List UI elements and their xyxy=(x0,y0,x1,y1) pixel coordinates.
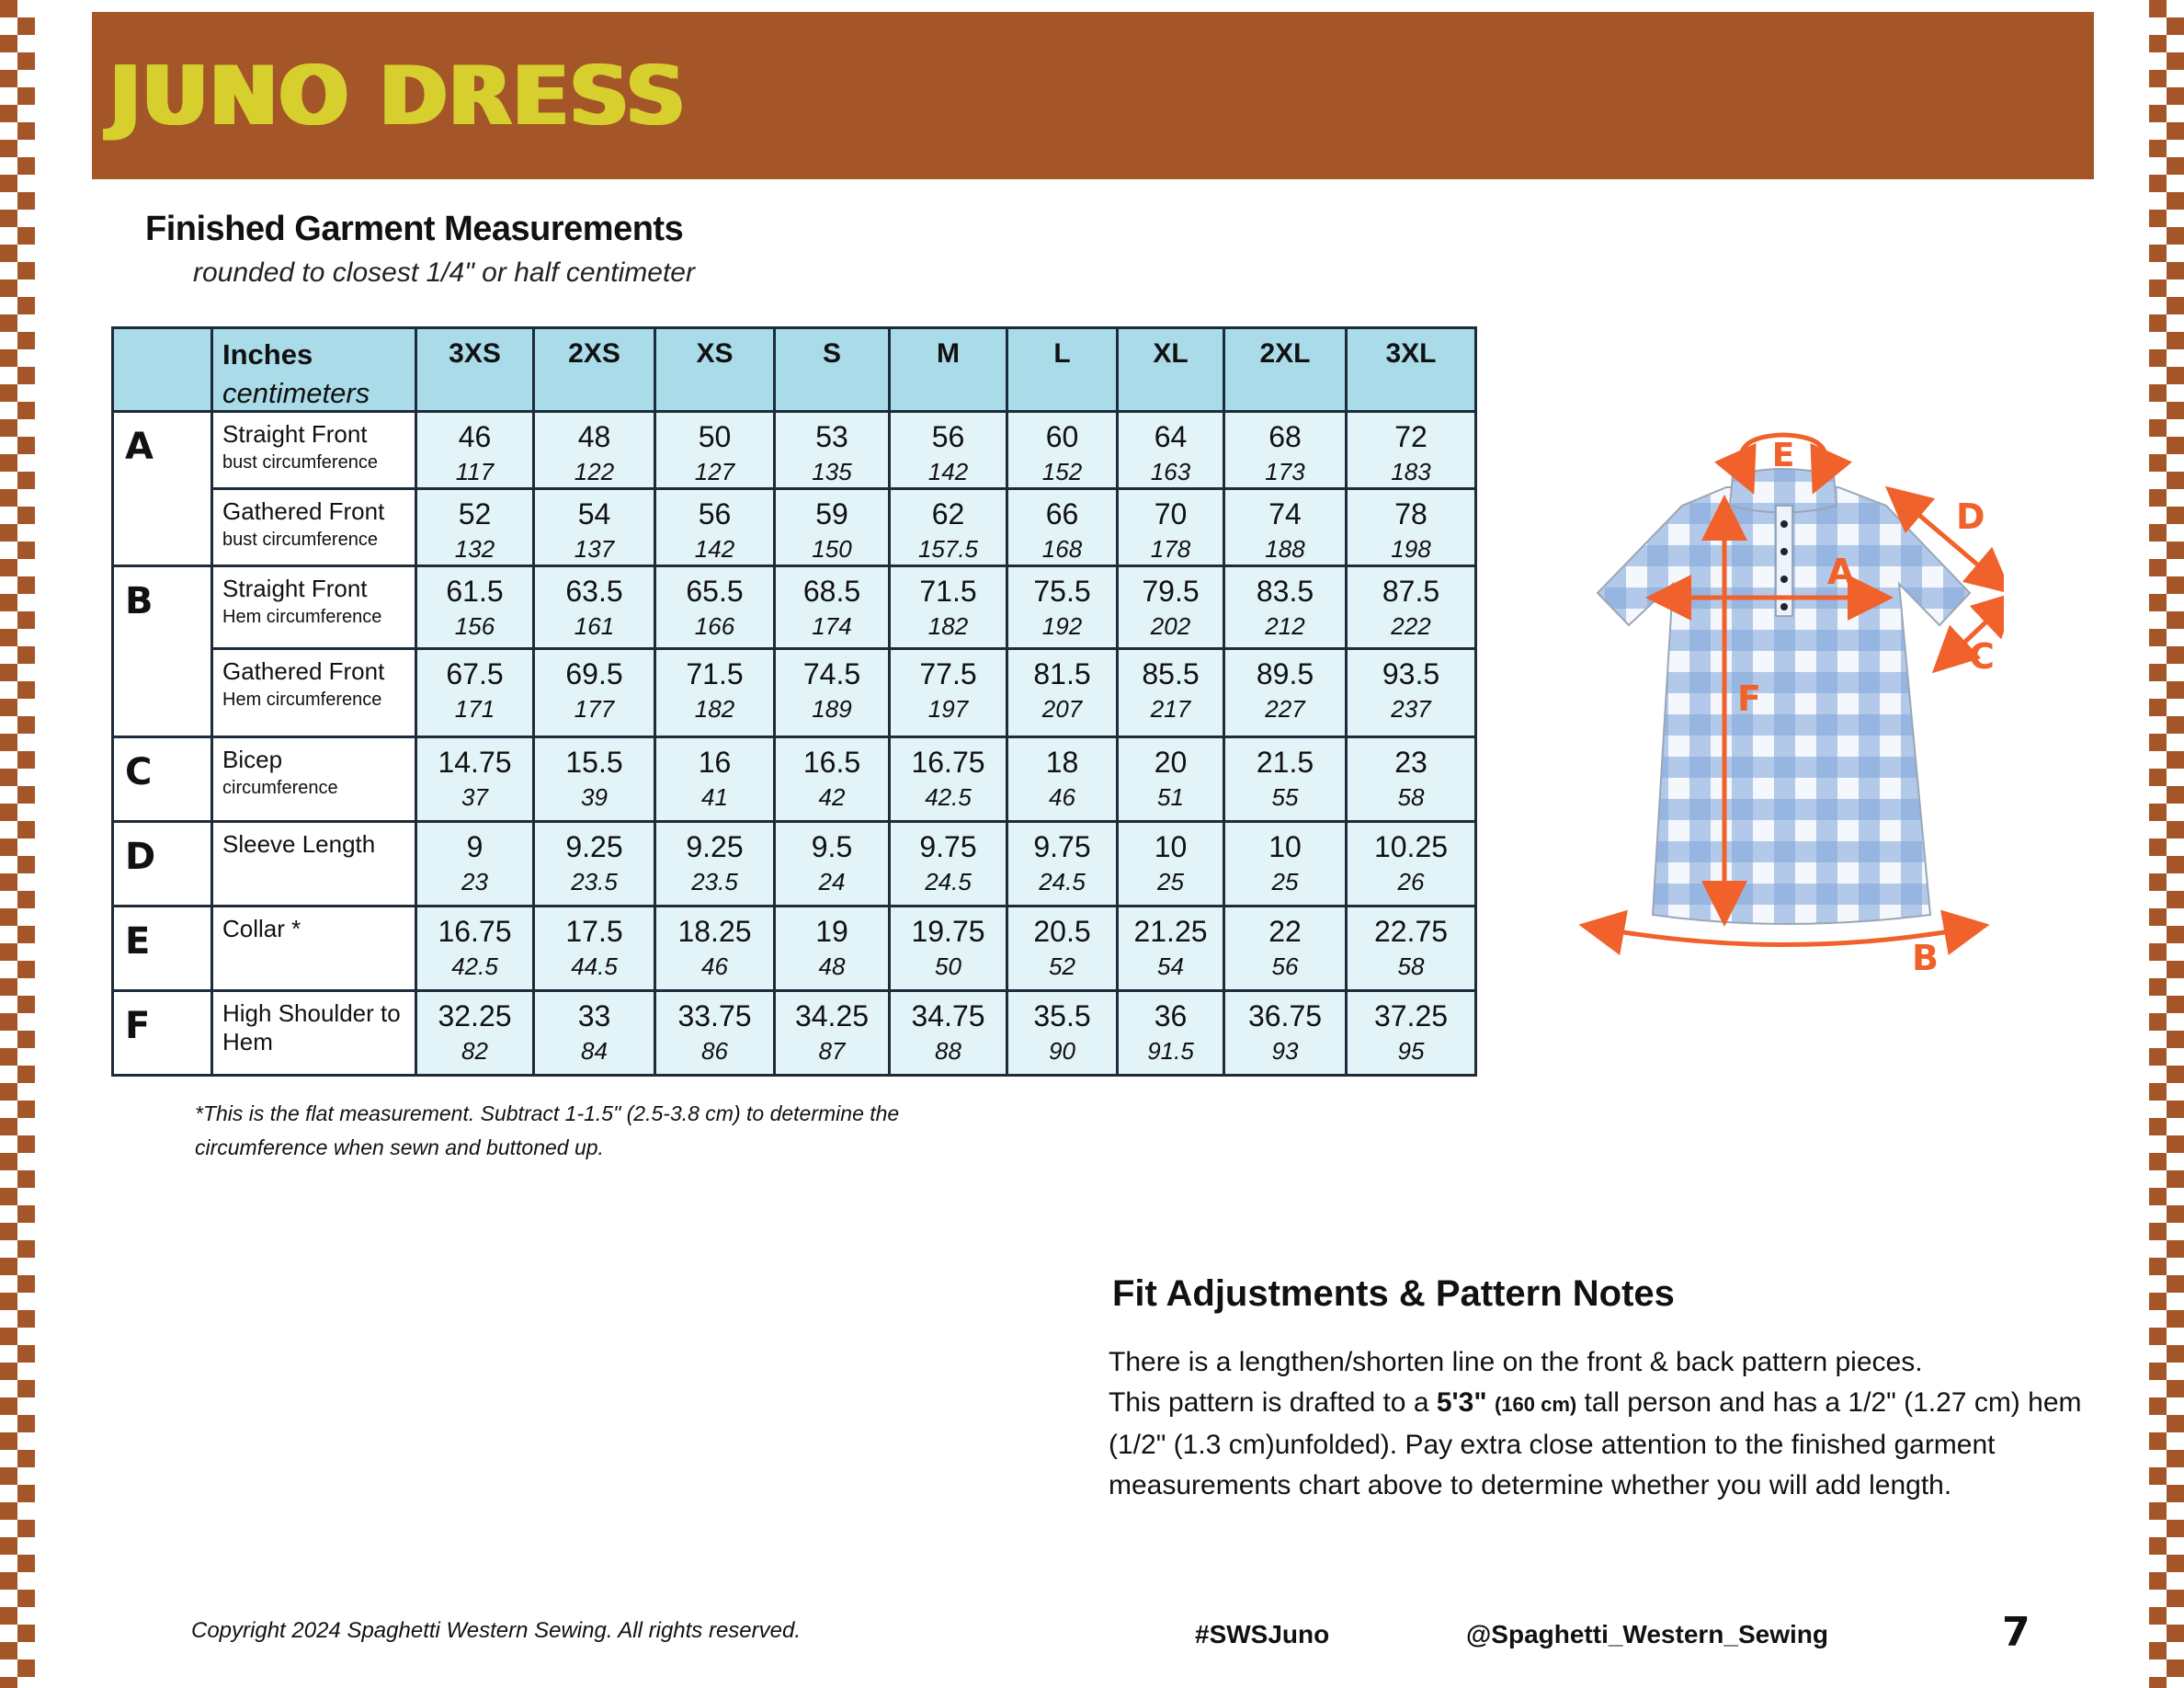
table-row xyxy=(113,991,1476,1076)
value-centimeters: 23.5 xyxy=(571,868,618,895)
measurement-cell xyxy=(1007,649,1118,737)
measurement-cell xyxy=(655,907,775,991)
value-centimeters: 207 xyxy=(1041,695,1083,723)
value-centimeters: 91.5 xyxy=(1147,1037,1194,1065)
value-centimeters: 198 xyxy=(1391,535,1431,563)
value-inches: 67.5 xyxy=(446,657,504,690)
value-centimeters: 95 xyxy=(1397,1037,1425,1065)
value-centimeters: 26 xyxy=(1397,868,1425,895)
value-centimeters: 56 xyxy=(1271,952,1299,980)
value-centimeters: 42.5 xyxy=(925,783,972,811)
measurement-letter: E xyxy=(113,907,212,991)
label-b: B xyxy=(1912,938,1939,978)
value-centimeters: 212 xyxy=(1265,612,1305,640)
measurement-cell xyxy=(1224,822,1347,907)
value-centimeters: 82 xyxy=(461,1037,488,1065)
measurement-cell xyxy=(1347,566,1476,649)
table-row xyxy=(113,737,1476,822)
measurement-cell xyxy=(655,566,775,649)
measurement-type: bust circumference xyxy=(222,530,378,550)
measurement-label xyxy=(212,991,416,1076)
measurement-cell xyxy=(655,412,775,489)
measurement-cell xyxy=(1118,991,1224,1076)
measurement-label xyxy=(212,412,416,489)
label-c: C xyxy=(1969,636,1995,677)
measurement-cell xyxy=(534,489,655,566)
value-centimeters: 88 xyxy=(935,1037,961,1065)
value-inches: 74.5 xyxy=(802,657,861,690)
value-centimeters: 46 xyxy=(1049,783,1075,811)
social-handle: @Spaghetti_Western_Sewing xyxy=(1466,1620,1828,1648)
value-inches: 85.5 xyxy=(1142,657,1200,690)
value-inches: 34.25 xyxy=(794,999,870,1032)
value-inches: 18 xyxy=(1045,746,1079,779)
measurement-cell xyxy=(1224,649,1347,737)
measurement-cell xyxy=(890,822,1007,907)
fit-note-line-1: There is a lengthen/shorten line on the front & back pattern pieces. xyxy=(1109,1347,1923,1377)
value-inches: 9.25 xyxy=(565,830,623,863)
value-inches: 20 xyxy=(1154,746,1188,779)
fit-notes-title: Fit Adjustments & Pattern Notes xyxy=(1112,1273,1675,1314)
measurement-cell xyxy=(534,566,655,649)
value-inches: 10.25 xyxy=(1373,830,1449,863)
table-header-row xyxy=(113,328,1476,412)
value-centimeters: 227 xyxy=(1265,695,1305,723)
value-centimeters: 217 xyxy=(1150,695,1191,723)
size-header: S xyxy=(775,328,890,412)
size-header: XS xyxy=(655,328,775,412)
label-a: A xyxy=(1827,552,1855,592)
measurement-cell xyxy=(1118,412,1224,489)
value-inches: 71.5 xyxy=(919,575,977,608)
page-title: JUNO DRESS xyxy=(110,49,688,143)
value-centimeters: 174 xyxy=(812,612,852,640)
value-inches: 9 xyxy=(466,830,483,863)
value-centimeters: 163 xyxy=(1150,458,1191,485)
value-inches: 9.25 xyxy=(686,830,744,863)
measurement-cell xyxy=(416,489,534,566)
value-centimeters: 168 xyxy=(1041,535,1083,563)
value-inches: 15.5 xyxy=(565,746,623,779)
value-inches: 71.5 xyxy=(686,657,744,690)
value-inches: 32.25 xyxy=(438,999,512,1032)
measurement-letter: F xyxy=(113,991,212,1076)
value-centimeters: 237 xyxy=(1391,695,1431,723)
value-centimeters: 202 xyxy=(1150,612,1191,640)
dress-diagram xyxy=(1563,418,2004,988)
value-inches: 16.75 xyxy=(438,915,512,948)
measurement-label xyxy=(212,566,416,649)
value-inches: 65.5 xyxy=(686,575,744,608)
measurement-label xyxy=(212,907,416,991)
value-centimeters: 178 xyxy=(1150,535,1191,563)
measurement-label xyxy=(212,822,416,907)
measurement-name: Bicep xyxy=(222,746,283,773)
value-inches: 77.5 xyxy=(919,657,977,690)
value-inches: 36 xyxy=(1154,999,1188,1032)
label-d: D xyxy=(1956,496,1985,537)
value-inches: 37.25 xyxy=(1373,999,1449,1032)
measurement-cell xyxy=(534,412,655,489)
table-row xyxy=(113,907,1476,991)
value-centimeters: 137 xyxy=(574,535,615,563)
height-imperial: 5'3" xyxy=(1436,1387,1487,1418)
measurement-cell xyxy=(655,737,775,822)
value-centimeters: 87 xyxy=(818,1037,846,1065)
value-centimeters: 42.5 xyxy=(451,952,498,980)
measurement-cell xyxy=(775,822,890,907)
measurement-cell xyxy=(655,822,775,907)
measurement-name: Gathered Front xyxy=(222,657,385,685)
measurement-cell xyxy=(890,991,1007,1076)
measurement-cell xyxy=(534,907,655,991)
value-inches: 34.75 xyxy=(911,999,985,1032)
page-number: 7 xyxy=(2002,1609,2030,1656)
value-inches: 79.5 xyxy=(1142,575,1200,608)
measurement-cell xyxy=(1118,566,1224,649)
value-centimeters: 52 xyxy=(1049,952,1075,980)
value-inches: 18.25 xyxy=(677,915,752,948)
value-inches: 16.75 xyxy=(911,746,985,779)
value-inches: 21.5 xyxy=(1256,746,1314,779)
measurement-letter: C xyxy=(113,737,212,822)
value-inches: 66 xyxy=(1045,497,1079,530)
value-inches: 75.5 xyxy=(1033,575,1091,608)
header-inches: Inches xyxy=(222,338,313,371)
value-inches: 56 xyxy=(698,497,732,530)
value-inches: 68 xyxy=(1268,420,1302,453)
value-centimeters: 188 xyxy=(1265,535,1305,563)
measurement-cell xyxy=(1347,737,1476,822)
value-inches: 22 xyxy=(1268,915,1302,948)
measurement-cell xyxy=(416,412,534,489)
measurement-cell xyxy=(1118,907,1224,991)
value-inches: 56 xyxy=(931,420,965,453)
measurement-cell xyxy=(775,566,890,649)
measurement-label xyxy=(212,649,416,737)
measurement-cell xyxy=(1347,822,1476,907)
value-inches: 54 xyxy=(577,497,611,530)
value-inches: 53 xyxy=(815,420,848,453)
value-inches: 87.5 xyxy=(1382,575,1440,608)
value-centimeters: 55 xyxy=(1271,783,1299,811)
value-inches: 81.5 xyxy=(1033,657,1091,690)
measurement-cell xyxy=(775,649,890,737)
value-centimeters: 152 xyxy=(1041,458,1083,485)
header-units xyxy=(212,328,416,412)
measurement-cell xyxy=(534,649,655,737)
value-centimeters: 44.5 xyxy=(571,952,618,980)
value-centimeters: 23 xyxy=(461,868,488,895)
value-inches: 83.5 xyxy=(1256,575,1314,608)
value-centimeters: 182 xyxy=(927,612,969,640)
measurement-cell xyxy=(1118,737,1224,822)
measurement-cell xyxy=(1118,649,1224,737)
value-inches: 52 xyxy=(458,497,492,530)
value-centimeters: 86 xyxy=(701,1037,728,1065)
value-inches: 23 xyxy=(1394,746,1428,779)
measurement-cell xyxy=(775,737,890,822)
title-banner xyxy=(92,12,2094,179)
fit-note-text: This pattern is drafted to a xyxy=(1109,1387,1437,1418)
value-inches: 10 xyxy=(1268,830,1302,863)
copyright-text: Copyright 2024 Spaghetti Western Sewing. All rights reserved. xyxy=(191,1618,802,1643)
table-row xyxy=(113,566,1476,649)
value-centimeters: 37 xyxy=(461,783,488,811)
value-centimeters: 41 xyxy=(701,783,728,811)
value-inches: 74 xyxy=(1268,497,1302,530)
value-centimeters: 192 xyxy=(1041,612,1083,640)
measurement-cell xyxy=(1007,991,1118,1076)
measurement-cell xyxy=(1347,489,1476,566)
value-inches: 20.5 xyxy=(1033,915,1091,948)
hashtag: #SWSJuno xyxy=(1195,1620,1330,1648)
value-inches: 10 xyxy=(1154,830,1188,863)
value-centimeters: 156 xyxy=(454,612,495,640)
value-centimeters: 222 xyxy=(1391,612,1431,640)
measurement-cell xyxy=(1347,412,1476,489)
value-inches: 93.5 xyxy=(1382,657,1440,690)
measurement-name: High Shoulder to Hem xyxy=(222,999,401,1055)
measurement-name: Straight Front xyxy=(222,420,368,448)
value-centimeters: 189 xyxy=(812,695,852,723)
fit-note-paragraph xyxy=(1109,1383,2101,1506)
value-inches: 60 xyxy=(1045,420,1079,453)
value-inches: 46 xyxy=(458,420,492,453)
value-centimeters: 197 xyxy=(927,695,969,723)
fit-note-text: tall person and has a 1/2" (1.27 cm) hem (1/2" (1.3 cm)unfolded). Pay extra close attention to the finished garment measurements chart above to determine whether you will add length. xyxy=(1109,1387,2082,1500)
value-inches: 9.75 xyxy=(1033,830,1091,863)
value-inches: 33.75 xyxy=(677,999,752,1032)
value-inches: 68.5 xyxy=(802,575,861,608)
collar-footnote: *This is the flat measurement. Subtract 1-1.5" (2.5-3.8 cm) to determine the circumference when sewn and buttoned up. xyxy=(195,1101,900,1159)
measurement-name: Gathered Front xyxy=(222,497,385,525)
value-centimeters: 183 xyxy=(1391,458,1431,485)
measurement-type: bust circumference xyxy=(222,452,378,473)
measurement-cell xyxy=(534,737,655,822)
measurement-cell xyxy=(534,991,655,1076)
measurement-letter: D xyxy=(113,822,212,907)
value-centimeters: 171 xyxy=(454,695,495,723)
value-centimeters: 46 xyxy=(701,952,728,980)
button xyxy=(1780,520,1788,528)
measurement-name: Sleeve Length xyxy=(222,830,376,858)
measurement-cell xyxy=(416,737,534,822)
value-centimeters: 42 xyxy=(818,783,846,811)
measurement-table xyxy=(111,326,1477,1077)
measurement-cell xyxy=(1347,991,1476,1076)
header-centimeters: centimeters xyxy=(222,377,370,409)
label-e: E xyxy=(1771,437,1795,474)
value-inches: 22.75 xyxy=(1373,915,1449,948)
measurement-cell xyxy=(890,907,1007,991)
measurement-cell xyxy=(534,822,655,907)
value-inches: 89.5 xyxy=(1256,657,1314,690)
value-inches: 9.75 xyxy=(919,830,977,863)
measurement-cell xyxy=(1007,822,1118,907)
value-centimeters: 150 xyxy=(812,535,852,563)
measurement-cell xyxy=(655,649,775,737)
measurement-cell xyxy=(416,566,534,649)
table-row xyxy=(113,489,1476,566)
measurement-cell xyxy=(1007,566,1118,649)
measurement-letter: A xyxy=(113,412,212,566)
value-inches: 14.75 xyxy=(438,746,512,779)
table-body xyxy=(113,412,1476,1076)
value-inches: 64 xyxy=(1154,420,1188,453)
header-corner xyxy=(113,328,212,412)
measurement-cell xyxy=(1118,489,1224,566)
measurement-cell xyxy=(775,991,890,1076)
value-centimeters: 58 xyxy=(1397,783,1425,811)
checkered-border-right xyxy=(2149,0,2184,1688)
measurement-label xyxy=(212,489,416,566)
value-centimeters: 135 xyxy=(812,458,852,485)
value-inches: 19 xyxy=(815,915,848,948)
value-inches: 36.75 xyxy=(1247,999,1323,1032)
value-centimeters: 24.5 xyxy=(925,868,972,895)
measurement-cell xyxy=(1007,737,1118,822)
measurement-type: Hem circumference xyxy=(222,607,382,627)
size-header: 2XL xyxy=(1224,328,1347,412)
value-inches: 62 xyxy=(931,497,965,530)
measurement-type: circumference xyxy=(222,778,338,798)
section-subtitle: rounded to closest 1/4" or half centimeter xyxy=(193,257,695,288)
measurement-cell xyxy=(416,907,534,991)
measurement-cell xyxy=(416,991,534,1076)
measurement-type: Hem circumference xyxy=(222,690,382,710)
table-row xyxy=(113,412,1476,489)
measurement-cell xyxy=(890,649,1007,737)
measurement-cell xyxy=(1224,566,1347,649)
value-inches: 78 xyxy=(1394,497,1428,530)
size-header: M xyxy=(890,328,1007,412)
size-header: XL xyxy=(1118,328,1224,412)
value-centimeters: 182 xyxy=(694,695,735,723)
value-inches: 35.5 xyxy=(1033,999,1091,1032)
size-header: 3XL xyxy=(1347,328,1476,412)
measurement-letter: B xyxy=(113,566,212,737)
value-centimeters: 25 xyxy=(1157,868,1184,895)
value-inches: 72 xyxy=(1394,420,1428,453)
measurement-cell xyxy=(1007,412,1118,489)
measurement-cell xyxy=(775,412,890,489)
measurement-cell xyxy=(890,412,1007,489)
value-centimeters: 157.5 xyxy=(917,535,979,563)
value-centimeters: 142 xyxy=(927,458,969,485)
value-inches: 50 xyxy=(698,420,732,453)
value-centimeters: 24 xyxy=(818,868,846,895)
measurement-cell xyxy=(1347,649,1476,737)
section-title: Finished Garment Measurements xyxy=(145,210,684,248)
value-centimeters: 23.5 xyxy=(691,868,738,895)
value-inches: 70 xyxy=(1154,497,1188,530)
measurement-cell xyxy=(655,489,775,566)
measurement-cell xyxy=(416,822,534,907)
value-centimeters: 132 xyxy=(454,535,495,563)
value-centimeters: 58 xyxy=(1397,952,1425,980)
value-centimeters: 173 xyxy=(1265,458,1305,485)
value-centimeters: 84 xyxy=(581,1037,608,1065)
value-inches: 19.75 xyxy=(911,915,985,948)
size-header: 3XS xyxy=(416,328,534,412)
button xyxy=(1780,548,1788,555)
measurement-cell xyxy=(890,737,1007,822)
button xyxy=(1780,603,1788,610)
measurement-label xyxy=(212,737,416,822)
value-inches: 17.5 xyxy=(565,915,623,948)
table-row xyxy=(113,822,1476,907)
value-centimeters: 90 xyxy=(1049,1037,1075,1065)
checkered-border-left xyxy=(0,0,35,1688)
measurement-cell xyxy=(1224,991,1347,1076)
label-f: F xyxy=(1737,679,1761,719)
measurement-cell xyxy=(1224,737,1347,822)
value-inches: 16.5 xyxy=(802,746,861,779)
measurement-cell xyxy=(890,489,1007,566)
measurement-name: Straight Front xyxy=(222,575,368,602)
measurement-cell xyxy=(890,566,1007,649)
value-centimeters: 166 xyxy=(694,612,735,640)
measurement-cell xyxy=(1007,489,1118,566)
value-centimeters: 127 xyxy=(694,458,735,485)
value-centimeters: 25 xyxy=(1271,868,1299,895)
value-centimeters: 122 xyxy=(574,458,615,485)
value-inches: 48 xyxy=(577,420,611,453)
value-inches: 33 xyxy=(577,999,611,1032)
value-inches: 63.5 xyxy=(565,575,623,608)
measurement-cell xyxy=(1224,489,1347,566)
size-header: 2XS xyxy=(534,328,655,412)
table-row xyxy=(113,649,1476,737)
value-inches: 9.5 xyxy=(811,830,853,863)
value-centimeters: 48 xyxy=(818,952,846,980)
measurement-cell xyxy=(416,649,534,737)
measurement-cell xyxy=(655,991,775,1076)
size-header: L xyxy=(1007,328,1118,412)
measurement-cell xyxy=(1347,907,1476,991)
measurement-cell xyxy=(775,489,890,566)
fit-notes-body xyxy=(1109,1342,2101,1506)
value-centimeters: 51 xyxy=(1157,783,1184,811)
value-centimeters: 177 xyxy=(574,695,615,723)
value-centimeters: 117 xyxy=(455,458,495,485)
measurement-cell xyxy=(775,907,890,991)
measurement-cell xyxy=(1224,412,1347,489)
value-centimeters: 24.5 xyxy=(1039,868,1086,895)
measurement-cell xyxy=(1224,907,1347,991)
value-inches: 61.5 xyxy=(446,575,504,608)
height-metric: (160 cm) xyxy=(1494,1393,1577,1416)
value-centimeters: 39 xyxy=(581,783,608,811)
value-centimeters: 161 xyxy=(574,612,615,640)
value-inches: 59 xyxy=(815,497,848,530)
button xyxy=(1780,576,1788,583)
value-centimeters: 93 xyxy=(1271,1037,1299,1065)
value-inches: 69.5 xyxy=(565,657,623,690)
measurement-cell xyxy=(1118,822,1224,907)
measurement-cell xyxy=(1007,907,1118,991)
value-centimeters: 142 xyxy=(694,535,735,563)
value-inches: 21.25 xyxy=(1133,915,1208,948)
value-centimeters: 50 xyxy=(935,952,961,980)
value-centimeters: 54 xyxy=(1157,952,1184,980)
value-inches: 16 xyxy=(698,746,732,779)
measurement-name: Collar * xyxy=(222,915,301,942)
